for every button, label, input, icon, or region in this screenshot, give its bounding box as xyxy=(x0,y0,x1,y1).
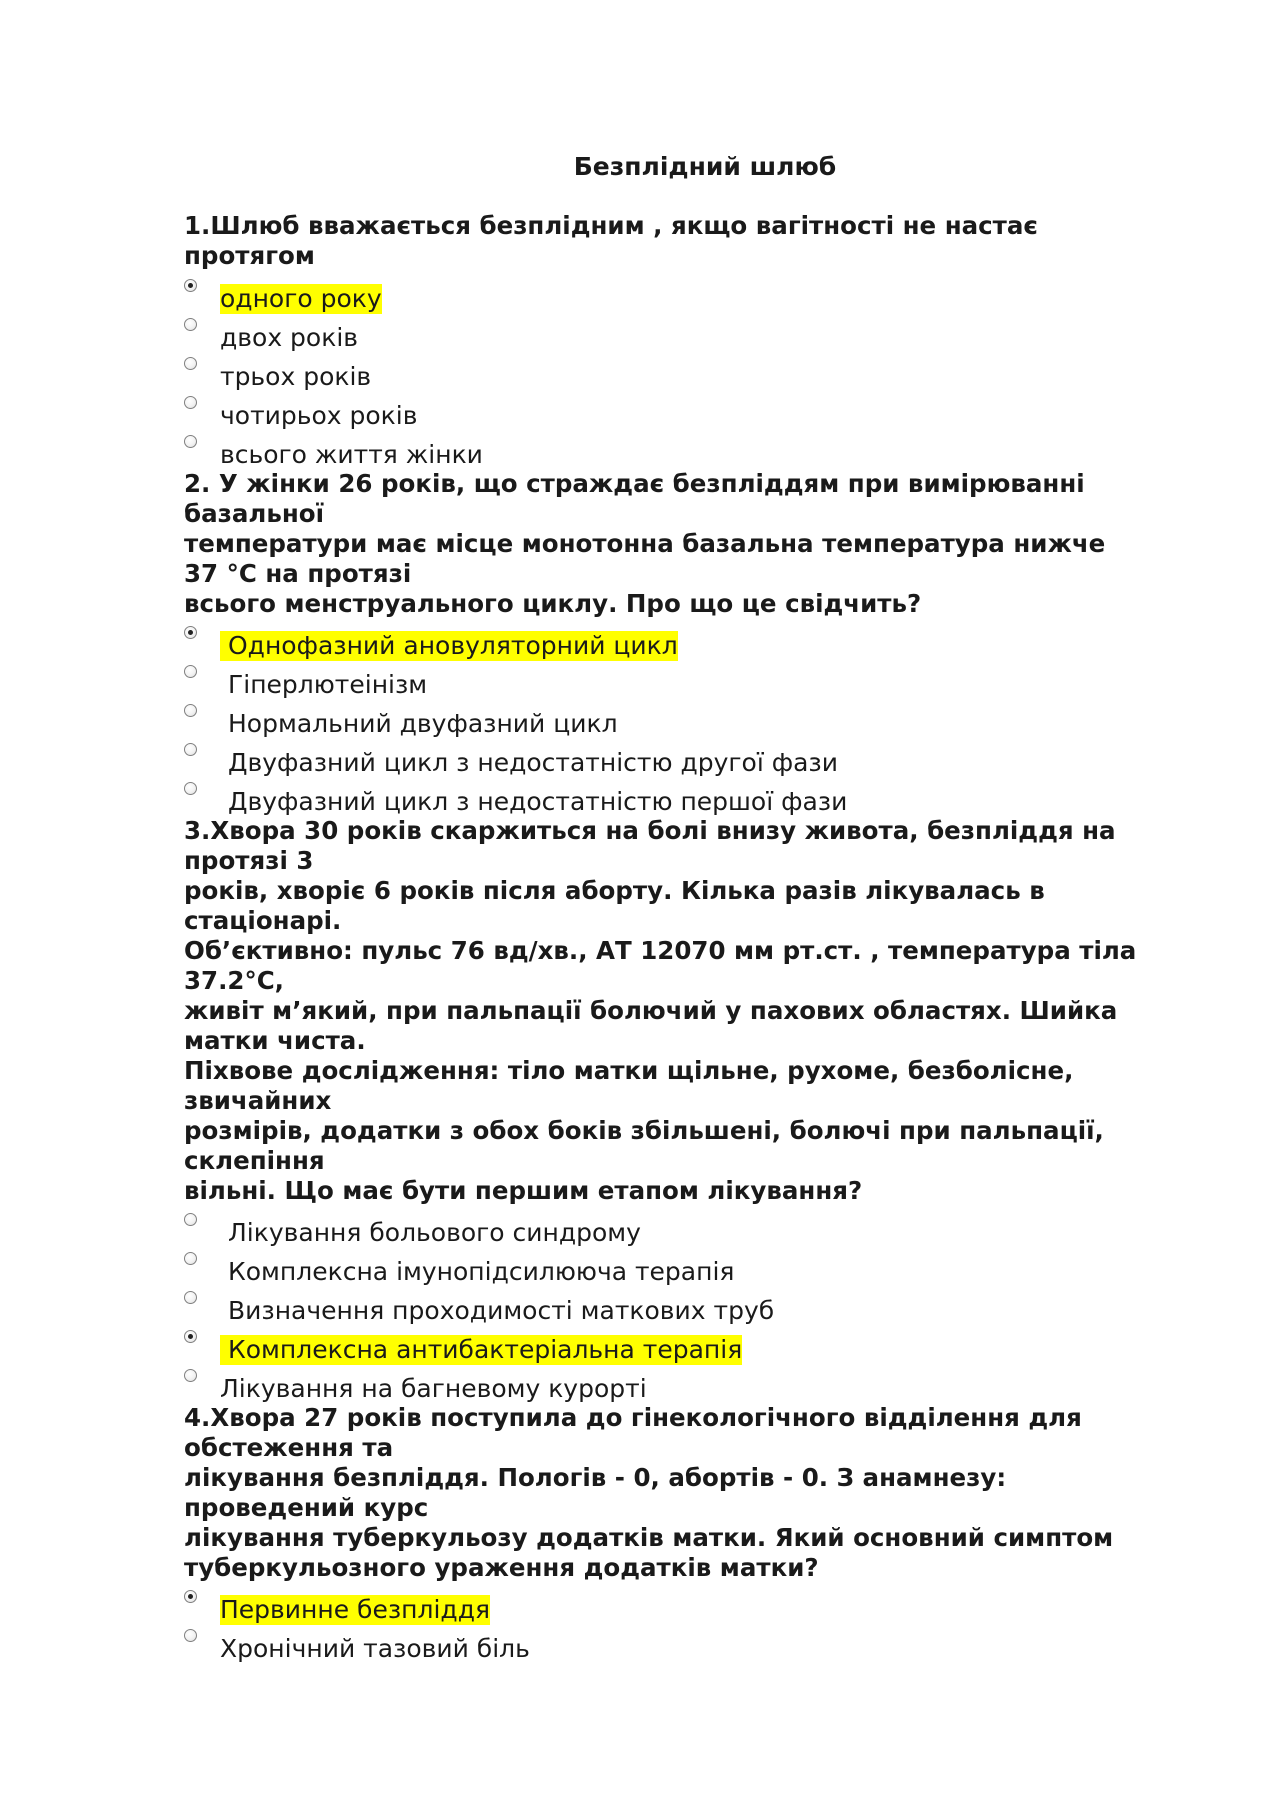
question-1-option-1[interactable] xyxy=(184,279,1084,313)
question-2-text-line: 37 °С на протязі xyxy=(184,559,412,588)
question-3-text-line: стаціонарі. xyxy=(184,906,342,935)
question-3-text-line: склепіння xyxy=(184,1146,325,1175)
radio-unchecked-icon[interactable] xyxy=(184,318,197,331)
question-1-option-3[interactable] xyxy=(184,357,1084,391)
question-2-option-3[interactable] xyxy=(184,704,1084,738)
question-3-text-line: матки чиста. xyxy=(184,1026,366,1055)
radio-unchecked-icon[interactable] xyxy=(184,782,197,795)
question-1-option-4[interactable] xyxy=(184,396,1084,430)
radio-unchecked-icon[interactable] xyxy=(184,357,197,370)
question-4-option-1[interactable] xyxy=(184,1590,1084,1624)
question-3-text-line: Піхвове дослідження: тіло матки щільне, рухоме, безболісне, xyxy=(184,1056,1074,1085)
radio-unchecked-icon[interactable] xyxy=(184,743,197,756)
question-3-text-line: протязі 3 xyxy=(184,846,314,875)
option-label: трьох років xyxy=(220,362,372,391)
option-label: чотирьох років xyxy=(220,401,418,430)
radio-checked-icon[interactable] xyxy=(184,1590,197,1603)
radio-checked-icon[interactable] xyxy=(184,279,197,292)
option-label: Первинне безпліддя xyxy=(220,1595,491,1624)
question-4-text-line: проведений курс xyxy=(184,1493,429,1522)
option-label: Комплексна імунопідсилююча терапія xyxy=(228,1257,735,1286)
option-label: одного року xyxy=(220,284,382,313)
option-label: Двуфазний цикл з недостатністю другої фази xyxy=(228,748,838,777)
question-1-text-line: протягом xyxy=(184,241,315,270)
question-3-text-line: вільні. Що має бути першим етапом лікування? xyxy=(184,1176,863,1205)
question-3-option-2[interactable] xyxy=(184,1252,1084,1286)
radio-unchecked-icon[interactable] xyxy=(184,1629,197,1642)
question-3-option-4[interactable] xyxy=(184,1330,1084,1364)
option-label: Визначення проходимості маткових труб xyxy=(228,1296,775,1325)
radio-unchecked-icon[interactable] xyxy=(184,1252,197,1265)
question-4-text-line: обстеження та xyxy=(184,1433,394,1462)
radio-unchecked-icon[interactable] xyxy=(184,704,197,717)
question-3-text-line: 3.Хвора 30 років скаржиться на болі внизу живота, безпліддя на xyxy=(184,816,1116,845)
option-label: всього життя жінки xyxy=(220,440,483,469)
radio-checked-icon[interactable] xyxy=(184,1330,197,1343)
question-3-text-line: розмірів, додатки з обох боків збільшені, болючі при пальпації, xyxy=(184,1116,1104,1145)
option-label: Лікування на багневому курорті xyxy=(220,1374,647,1403)
option-label: Гіперлютеінізм xyxy=(228,670,428,699)
question-3-text-line: Об’єктивно: пульс 76 вд/хв., АТ 12070 мм рт.ст. , температура тіла xyxy=(184,936,1137,965)
option-label: Однофазний ановуляторний цикл xyxy=(220,631,678,661)
question-2-option-2[interactable] xyxy=(184,665,1084,699)
question-4-text-line: лікування безпліддя. Пологів - 0, абортів - 0. З анамнезу: xyxy=(184,1463,1007,1492)
question-4-text-line: 4.Хвора 27 років поступила до гінекологічного відділення для xyxy=(184,1403,1082,1432)
radio-unchecked-icon[interactable] xyxy=(184,1213,197,1226)
question-3-text-line: звичайних xyxy=(184,1086,332,1115)
radio-unchecked-icon[interactable] xyxy=(184,1291,197,1304)
radio-unchecked-icon[interactable] xyxy=(184,665,197,678)
question-3-text-line: 37.2°С, xyxy=(184,966,284,995)
question-1-option-5[interactable] xyxy=(184,435,1084,469)
option-label: Двуфазний цикл з недостатністю першої фази xyxy=(228,787,848,816)
option-label: Нормальний двуфазний цикл xyxy=(228,709,618,738)
question-3-text-line: років, хворіє 6 років після аборту. Кілька разів лікувалась в xyxy=(184,876,1045,905)
page-title: Безплідний шлюб xyxy=(573,152,837,181)
question-3-text-line: живіт м’який, при пальпації болючий у пахових областях. Шийка xyxy=(184,996,1118,1025)
question-2-option-5[interactable] xyxy=(184,782,1084,816)
question-2-option-1[interactable] xyxy=(184,626,1084,660)
option-label: Лікування больового синдрому xyxy=(228,1218,641,1247)
question-4-text-line: туберкульозного ураження додатків матки? xyxy=(184,1553,819,1582)
radio-unchecked-icon[interactable] xyxy=(184,1369,197,1382)
radio-checked-icon[interactable] xyxy=(184,626,197,639)
option-label: двох років xyxy=(220,323,359,352)
question-3-option-1[interactable] xyxy=(184,1213,1084,1247)
question-2-text-line: 2. У жінки 26 років, що страждає безпліддям при вимірюванні xyxy=(184,469,1085,498)
option-label: Комплексна антибактеріальна терапія xyxy=(220,1335,742,1365)
question-1-text-line: 1.Шлюб вважається безплідним , якщо вагітності не настає xyxy=(184,211,1038,240)
option-label: Хронічний тазовий біль xyxy=(220,1634,530,1663)
question-2-option-4[interactable] xyxy=(184,743,1084,777)
question-4-option-2[interactable] xyxy=(184,1629,1084,1663)
question-1-option-2[interactable] xyxy=(184,318,1084,352)
question-3-option-5[interactable] xyxy=(184,1369,1084,1403)
question-2-text-line: всього менструального циклу. Про що це свідчить? xyxy=(184,589,922,618)
question-4-text-line: лікування туберкульозу додатків матки. Який основний симптом xyxy=(184,1523,1114,1552)
radio-unchecked-icon[interactable] xyxy=(184,396,197,409)
question-3-option-3[interactable] xyxy=(184,1291,1084,1325)
question-2-text-line: температури має місце монотонна базальна температура нижче xyxy=(184,529,1106,558)
question-2-text-line: базальної xyxy=(184,499,325,528)
radio-unchecked-icon[interactable] xyxy=(184,435,197,448)
